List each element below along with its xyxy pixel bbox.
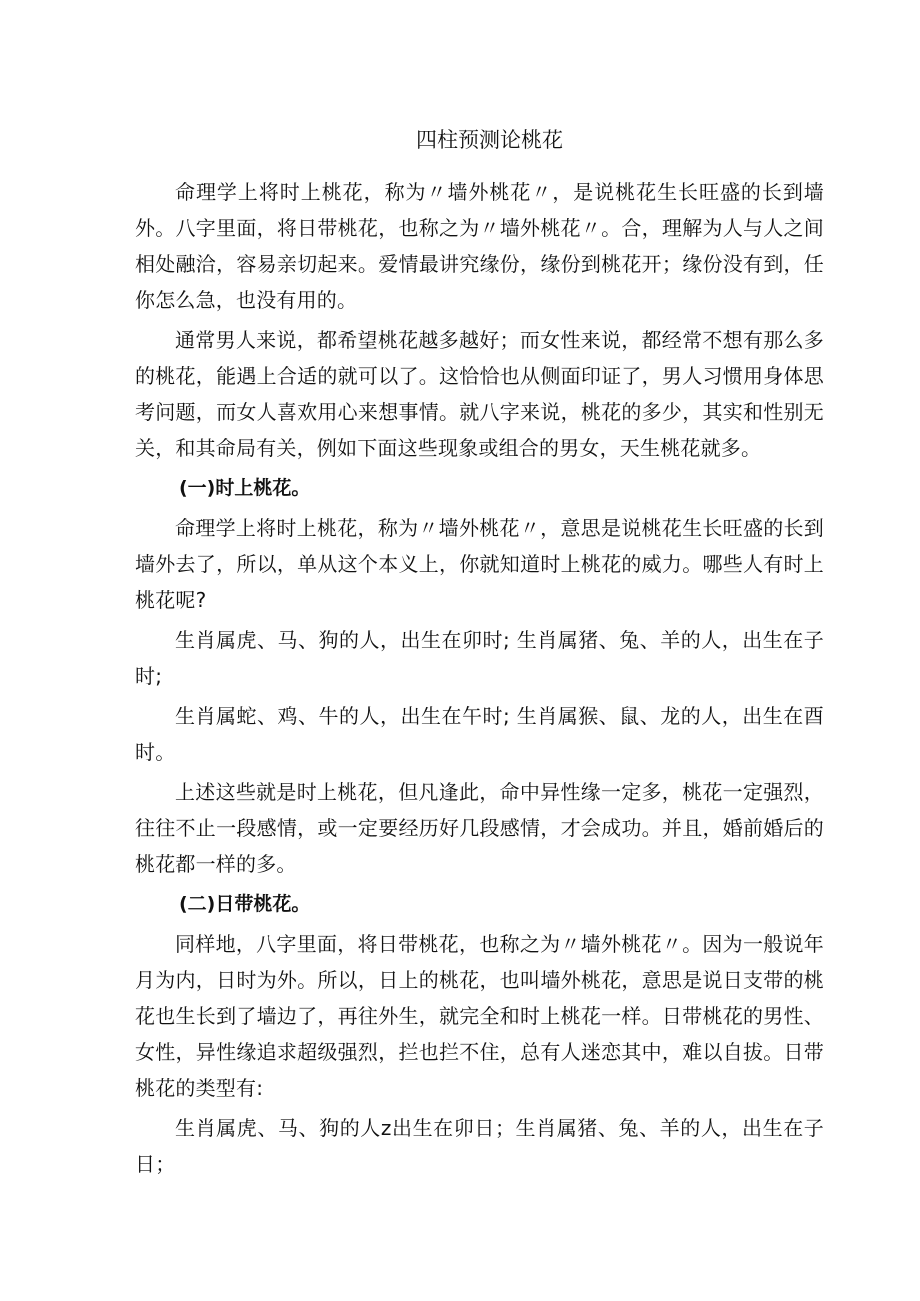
paragraph-day-definition: 同样地，八字里面，将日带桃花，也称之为〃墙外桃花〃。因为一般说年月为内，日时为外。所以，日上的桃花，也叫墙外桃花，意思是说日支带的桃花也生长到了墙边了，再往外生，就完全和时上桃花一样。日带桃花的男性、女性，异性缘追求超级强烈，拦也拦不住，总有人迷恋其中，难以自拔。日带桃花的类型有: [135, 932, 824, 1100]
paragraph-hour-list-2: 生肖属蛇、鸡、牛的人，出生在午时; 生肖属猴、鼠、龙的人，出生在酉时。 [135, 704, 824, 764]
paragraph-day-list-1: 生肖属虎、马、狗的人z出生在卯日；生肖属猪、兔、羊的人，出生在子日； [135, 1116, 824, 1176]
paragraph-hour-summary: 上述这些就是时上桃花，但凡逢此，命中异性缘一定多，桃花一定强烈，往往不止一段感情，或一定要经历好几段感情，才会成功。并且，婚前婚后的桃花都一样的多。 [135, 780, 824, 876]
document-title: 四柱预测论桃花 [416, 128, 563, 152]
paragraph-gender: 通常男人来说，都希望桃花越多越好；而女性来说，都经常不想有那么多的桃花，能遇上合适的就可以了。这恰恰也从侧面印证了，男人习惯用身体思考问题，而女人喜欢用心来想事情。就八字来说，桃花的多少，其实和性别无关，和其命局有关，例如下面这些现象或组合的男女，天生桃花就多。 [135, 328, 824, 460]
paragraph-intro: 命理学上将时上桃花，称为〃墙外桃花〃，是说桃花生长旺盛的长到墙外。八字里面，将日带桃花，也称之为〃墙外桃花〃。合，理解为人与人之间相处融洽，容易亲切起来。爱情最讲究缘份，缘份到桃花开；缘份没有到，任你怎么急，也没有用的。 [135, 180, 824, 312]
section-heading-day-peach-blossom: (二)日带桃花。 [179, 893, 311, 915]
paragraph-hour-list-1: 生肖属虎、马、狗的人，出生在卯时; 生肖属猪、兔、羊的人，出生在子时; [135, 628, 824, 688]
section-heading-hour-peach-blossom: (一)时上桃花。 [179, 477, 311, 499]
paragraph-hour-definition: 命理学上将时上桃花，称为〃墙外桃花〃，意思是说桃花生长旺盛的长到墙外去了，所以，单从这个本义上，你就知道时上桃花的威力。哪些人有时上桃花呢? [135, 516, 824, 612]
